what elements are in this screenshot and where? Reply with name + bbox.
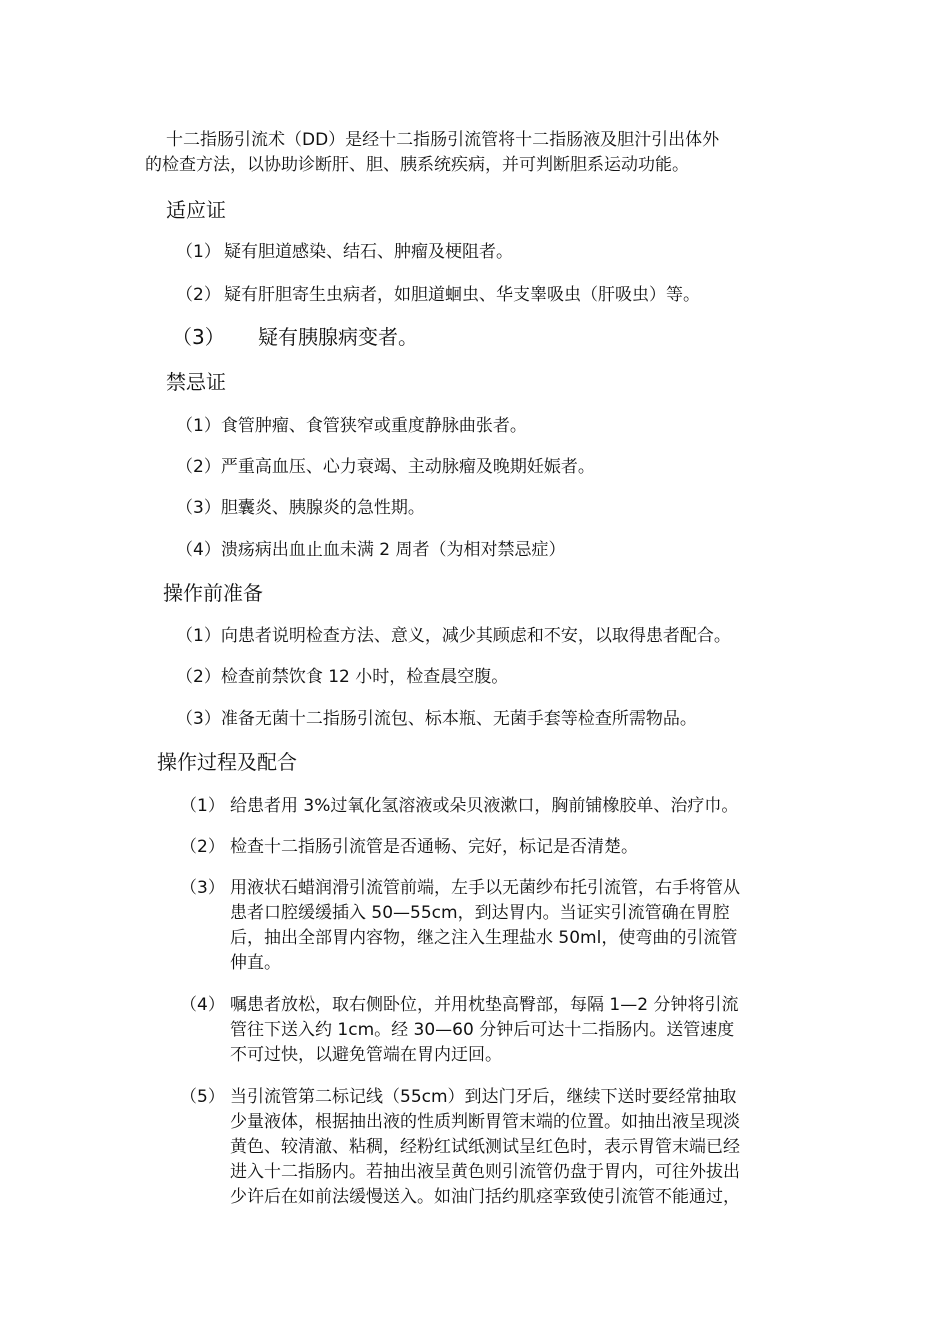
- item-body: [230, 835, 810, 860]
- item-line: 嘱患者放松，取右侧卧位，并用枕垫高臀部，每隔 1—2 分钟将引流: [230, 995, 739, 1015]
- preparation-item-3: （3）准备无菌十二指肠引流包、标本瓶、无菌手套等检查所需物品。: [176, 709, 697, 729]
- contraindication-item-4: （4）溃疡病出血止血未满 2 周者（为相对禁忌症）: [176, 540, 566, 560]
- item-line: 黄色、较清澈、粘稠，经粉红试纸测试呈红色时，表示胃管末端已经: [230, 1137, 740, 1157]
- item-line: 检查十二指肠引流管是否通畅、完好，标记是否清楚。: [230, 837, 638, 857]
- intro-line-1: 十二指肠引流术（DD）是经十二指肠引流管将十二指肠液及胆汁引出体外: [166, 130, 720, 150]
- item-body: [230, 1085, 810, 1210]
- item-line: 后，抽出全部胃内容物，继之注入生理盐水 50ml，使弯曲的引流管: [230, 928, 738, 948]
- item-number: （1）: [180, 796, 225, 816]
- item-line: 当引流管第二标记线（55cm）到达门牙后，继续下送时要经常抽取: [230, 1087, 737, 1107]
- item-line: 用液状石蜡润滑引流管前端，左手以无菌纱布托引流管，右手将管从: [230, 878, 740, 898]
- section-heading-preparation: 操作前准备: [163, 581, 263, 605]
- item-line: 给患者用 3%过氧化氢溶液或朵贝液漱口，胸前铺橡胶单、治疗巾。: [230, 796, 739, 816]
- contraindication-item-2: （2）严重高血压、心力衰竭、主动脉瘤及晚期妊娠者。: [176, 457, 595, 477]
- item-line: 管往下送入约 1cm。经 30—60 分钟后可达十二指肠内。送管速度: [230, 1020, 735, 1040]
- item-text: 疑有胆道感染、结石、肿瘤及梗阻者。: [224, 242, 513, 262]
- indication-item-1: [176, 240, 513, 264]
- item-body: [230, 794, 810, 819]
- item-line: 少量液体，根据抽出液的性质判断胃管末端的位置。如抽出液呈现淡: [230, 1112, 740, 1132]
- item-line: 患者口腔缓缓插入 50—55cm，到达胃内。当证实引流管确在胃腔: [230, 903, 730, 923]
- item-number: （3）: [172, 325, 225, 349]
- item-number: （1）: [176, 242, 221, 262]
- section-heading-procedure: 操作过程及配合: [157, 750, 297, 774]
- item-body: [230, 993, 810, 1068]
- item-number: （4）: [180, 995, 225, 1015]
- preparation-item-1: （1）向患者说明检查方法、意义，减少其顾虑和不安，以取得患者配合。: [176, 626, 731, 646]
- item-line: 伸直。: [230, 953, 281, 973]
- indication-item-2: [176, 283, 700, 307]
- item-text: 疑有肝胆寄生虫病者，如胆道蛔虫、华支睾吸虫（肝吸虫）等。: [224, 285, 700, 305]
- contraindication-item-1: （1）食管肿瘤、食管狭窄或重度静脉曲张者。: [176, 416, 527, 436]
- preparation-item-2: （2）检查前禁饮食 12 小时，检查晨空腹。: [176, 667, 509, 687]
- item-number: （2）: [180, 837, 225, 857]
- item-number: （3）: [180, 878, 225, 898]
- section-heading-contraindications: 禁忌证: [166, 370, 226, 394]
- item-text: 疑有胰腺病变者。: [258, 325, 418, 349]
- item-body: [230, 876, 810, 976]
- item-number: （5）: [180, 1087, 225, 1107]
- indication-item-3: [172, 323, 418, 351]
- item-line: 少许后在如前法缓慢送入。如油门括约肌痉挛致使引流管不能通过，: [230, 1187, 740, 1207]
- section-heading-indications: 适应证: [166, 198, 226, 222]
- intro-line-2: 的检查方法，以协助诊断肝、胆、胰系统疾病，并可判断胆系运动功能。: [145, 155, 689, 175]
- contraindication-item-3: （3）胆囊炎、胰腺炎的急性期。: [176, 498, 425, 518]
- item-number: （2）: [176, 285, 221, 305]
- item-line: 不可过快，以避免管端在胃内迂回。: [230, 1045, 502, 1065]
- item-line: 进入十二指肠内。若抽出液呈黄色则引流管仍盘于胃内，可往外拔出: [230, 1162, 740, 1182]
